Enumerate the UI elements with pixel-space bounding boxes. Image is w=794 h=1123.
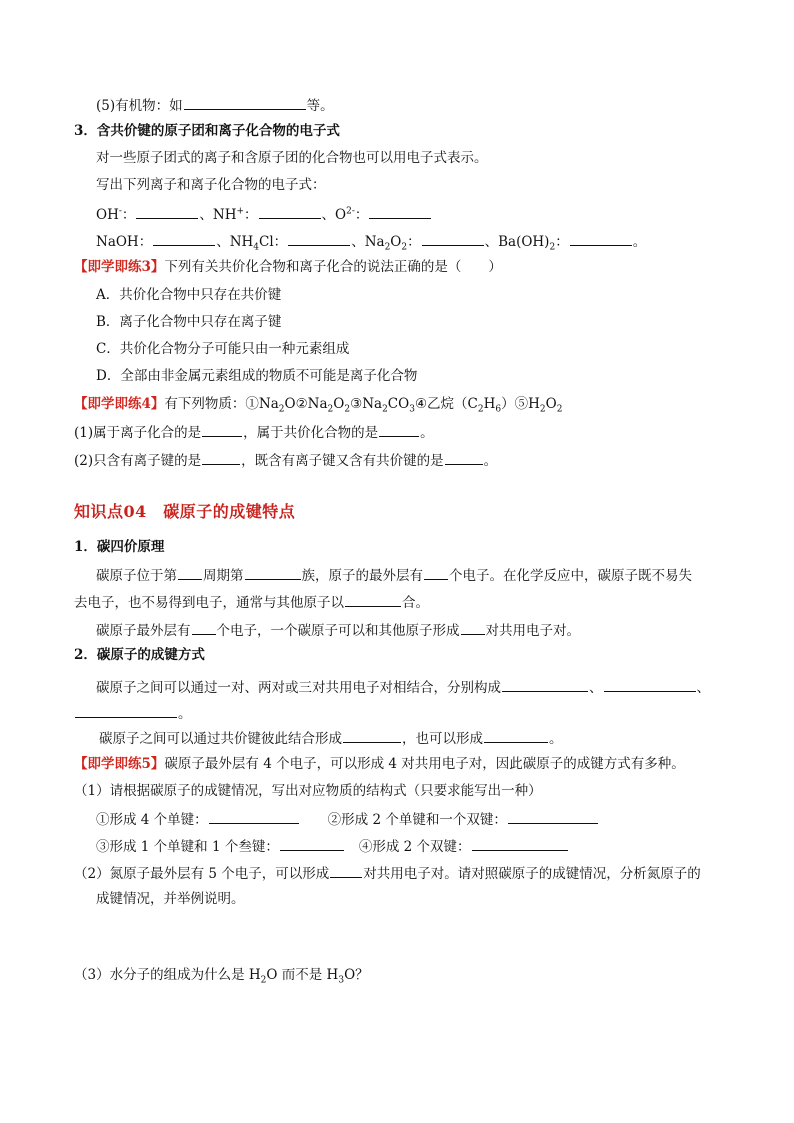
section1-heading: 1．碳四价原理 <box>74 539 165 555</box>
exercise3-option-c[interactable]: C．共价化合物分子可能只由一种元素组成 <box>96 341 350 357</box>
para-instruction: 写出下列离子和离子化合物的电子式： <box>96 177 326 193</box>
exercise4-stem: 【即学即练4】有下列物质：$①Na_2O②Na_2O_2③Na_2CO_3④$乙烷$(C_2H_6)⑤H_2O_2$ <box>74 396 563 415</box>
blank-o[interactable] <box>369 204 431 219</box>
section3-heading: 3．含共价键的原子团和离子化合物的电子式 <box>74 123 340 139</box>
carbon-para-2: 碳原子最外层有 个电子，一个碳原子可以和其他原子形成 对共用电子对。 <box>96 620 580 640</box>
exercise5-q1-row2: ③形成 1 个单键和 1 个叁键： ④形成 2 个双键： <box>96 836 569 856</box>
exercise5-q2-cont: 成键情况，并举例说明。 <box>96 891 245 907</box>
blank-nh4[interactable] <box>259 204 321 219</box>
exercise5-stem: 【即学即练5】碳原子最外层有 4 个电子，可以形成 4 对共用电子对，因此碳原子的成键方式有多种。 <box>74 756 685 772</box>
blank-naoh[interactable] <box>153 231 215 246</box>
carbon-para-4: 碳原子之间可以通过共价键彼此结合形成 ，也可以形成 。 <box>99 728 563 748</box>
blank-covalent-compounds[interactable] <box>379 422 419 437</box>
compounds-line: NaOH： 、$NH_4Cl$： 、$Na_2O_2$： 、$Ba(OH)_2$： 。 <box>96 231 646 251</box>
blank-nh4cl[interactable] <box>288 231 350 246</box>
blank-four-single-bonds[interactable] <box>209 809 299 824</box>
blank-ionic-compounds[interactable] <box>202 422 242 437</box>
blank-period[interactable] <box>178 565 202 580</box>
blank-baoh2[interactable] <box>570 231 632 246</box>
section2-heading: 2．碳原子的成键方式 <box>74 647 205 663</box>
blank-bond-type[interactable] <box>345 592 401 607</box>
exercise5-q1: （1）请根据碳原子的成键情况，写出对应物质的结构式（只要求能写出一种） <box>74 783 542 799</box>
item5-line: (5)有机物：如 等。 <box>96 95 334 115</box>
blank-oh[interactable] <box>136 204 198 219</box>
carbon-para-1: 碳原子位于第 周期第 族，原子的最外层有 个电子。在化学反应中，碳原子既不易失 <box>96 565 692 585</box>
para-intro: 对一些原子团式的离子和含原子团的化合物也可以用电子式表示。 <box>96 150 488 166</box>
knowledge-point-04-title: 知识点04 碳原子的成键特点 <box>74 502 296 521</box>
blank-shared-pairs[interactable] <box>461 620 485 635</box>
exercise5-q3: （3）水分子的组成为什么是 $H_2O$ 而不是 $H_3O$？ <box>74 967 369 986</box>
blank-two-single-one-double[interactable] <box>508 809 598 824</box>
blank-single-and-triple[interactable] <box>280 836 344 851</box>
exercise5-q1-row1: ①形成 4 个单键： ②形成 2 个单键和一个双键： <box>96 809 599 829</box>
blank-carbon-chain[interactable] <box>343 728 401 743</box>
exercise4-q2: (2)只含有离子键的是 ，既含有离子键又含有共价键的是 。 <box>74 450 497 470</box>
exercise4-q1: (1)属于离子化合的是 ，属于共价化合物的是 。 <box>74 422 434 442</box>
exercise3-option-b[interactable]: B．离子化合物中只存在离子键 <box>96 314 282 330</box>
blank-ionic-and-covalent[interactable] <box>445 450 483 465</box>
blank-carbon-ring[interactable] <box>484 728 548 743</box>
carbon-para-3: 碳原子之间可以通过一对、两对或三对共用电子对相结合，分别构成 、 、 <box>96 677 710 697</box>
carbon-para-3-cont: 。 <box>74 703 192 723</box>
blank-single-bond[interactable] <box>502 677 588 692</box>
blank-double-bond[interactable] <box>604 677 696 692</box>
blank-organic[interactable] <box>184 95 306 110</box>
exercise5-q2: （2）氮原子最外层有 5 个电子，可以形成 对共用电子对。请对照碳原子的成键情况，分析氮原子的 <box>74 863 701 883</box>
blank-outer-electrons[interactable] <box>424 565 448 580</box>
blank-triple-bond[interactable] <box>75 703 177 718</box>
blank-group[interactable] <box>245 565 301 580</box>
blank-na2o2[interactable] <box>422 231 484 246</box>
blank-outer-count[interactable] <box>192 620 216 635</box>
blank-nitrogen-pairs[interactable] <box>330 863 362 878</box>
exercise3-stem: 【即学即练3】下列有关共价化合物和离子化合的说法正确的是（ ） <box>74 259 502 275</box>
blank-two-double-bonds[interactable] <box>472 836 568 851</box>
exercise3-option-d[interactable]: D．全部由非金属元素组成的物质不可能是离子化合物 <box>96 368 418 384</box>
exercise3-option-a[interactable]: A．共价化合物中只存在共价键 <box>96 287 282 303</box>
carbon-para-1-cont: 去电子，也不易得到电子，通常与其他原子以 合。 <box>74 592 429 612</box>
blank-ionic-bond-only[interactable] <box>202 450 240 465</box>
ions-line: OH-： 、NH+： 、$O^{2-}$： <box>96 204 432 224</box>
